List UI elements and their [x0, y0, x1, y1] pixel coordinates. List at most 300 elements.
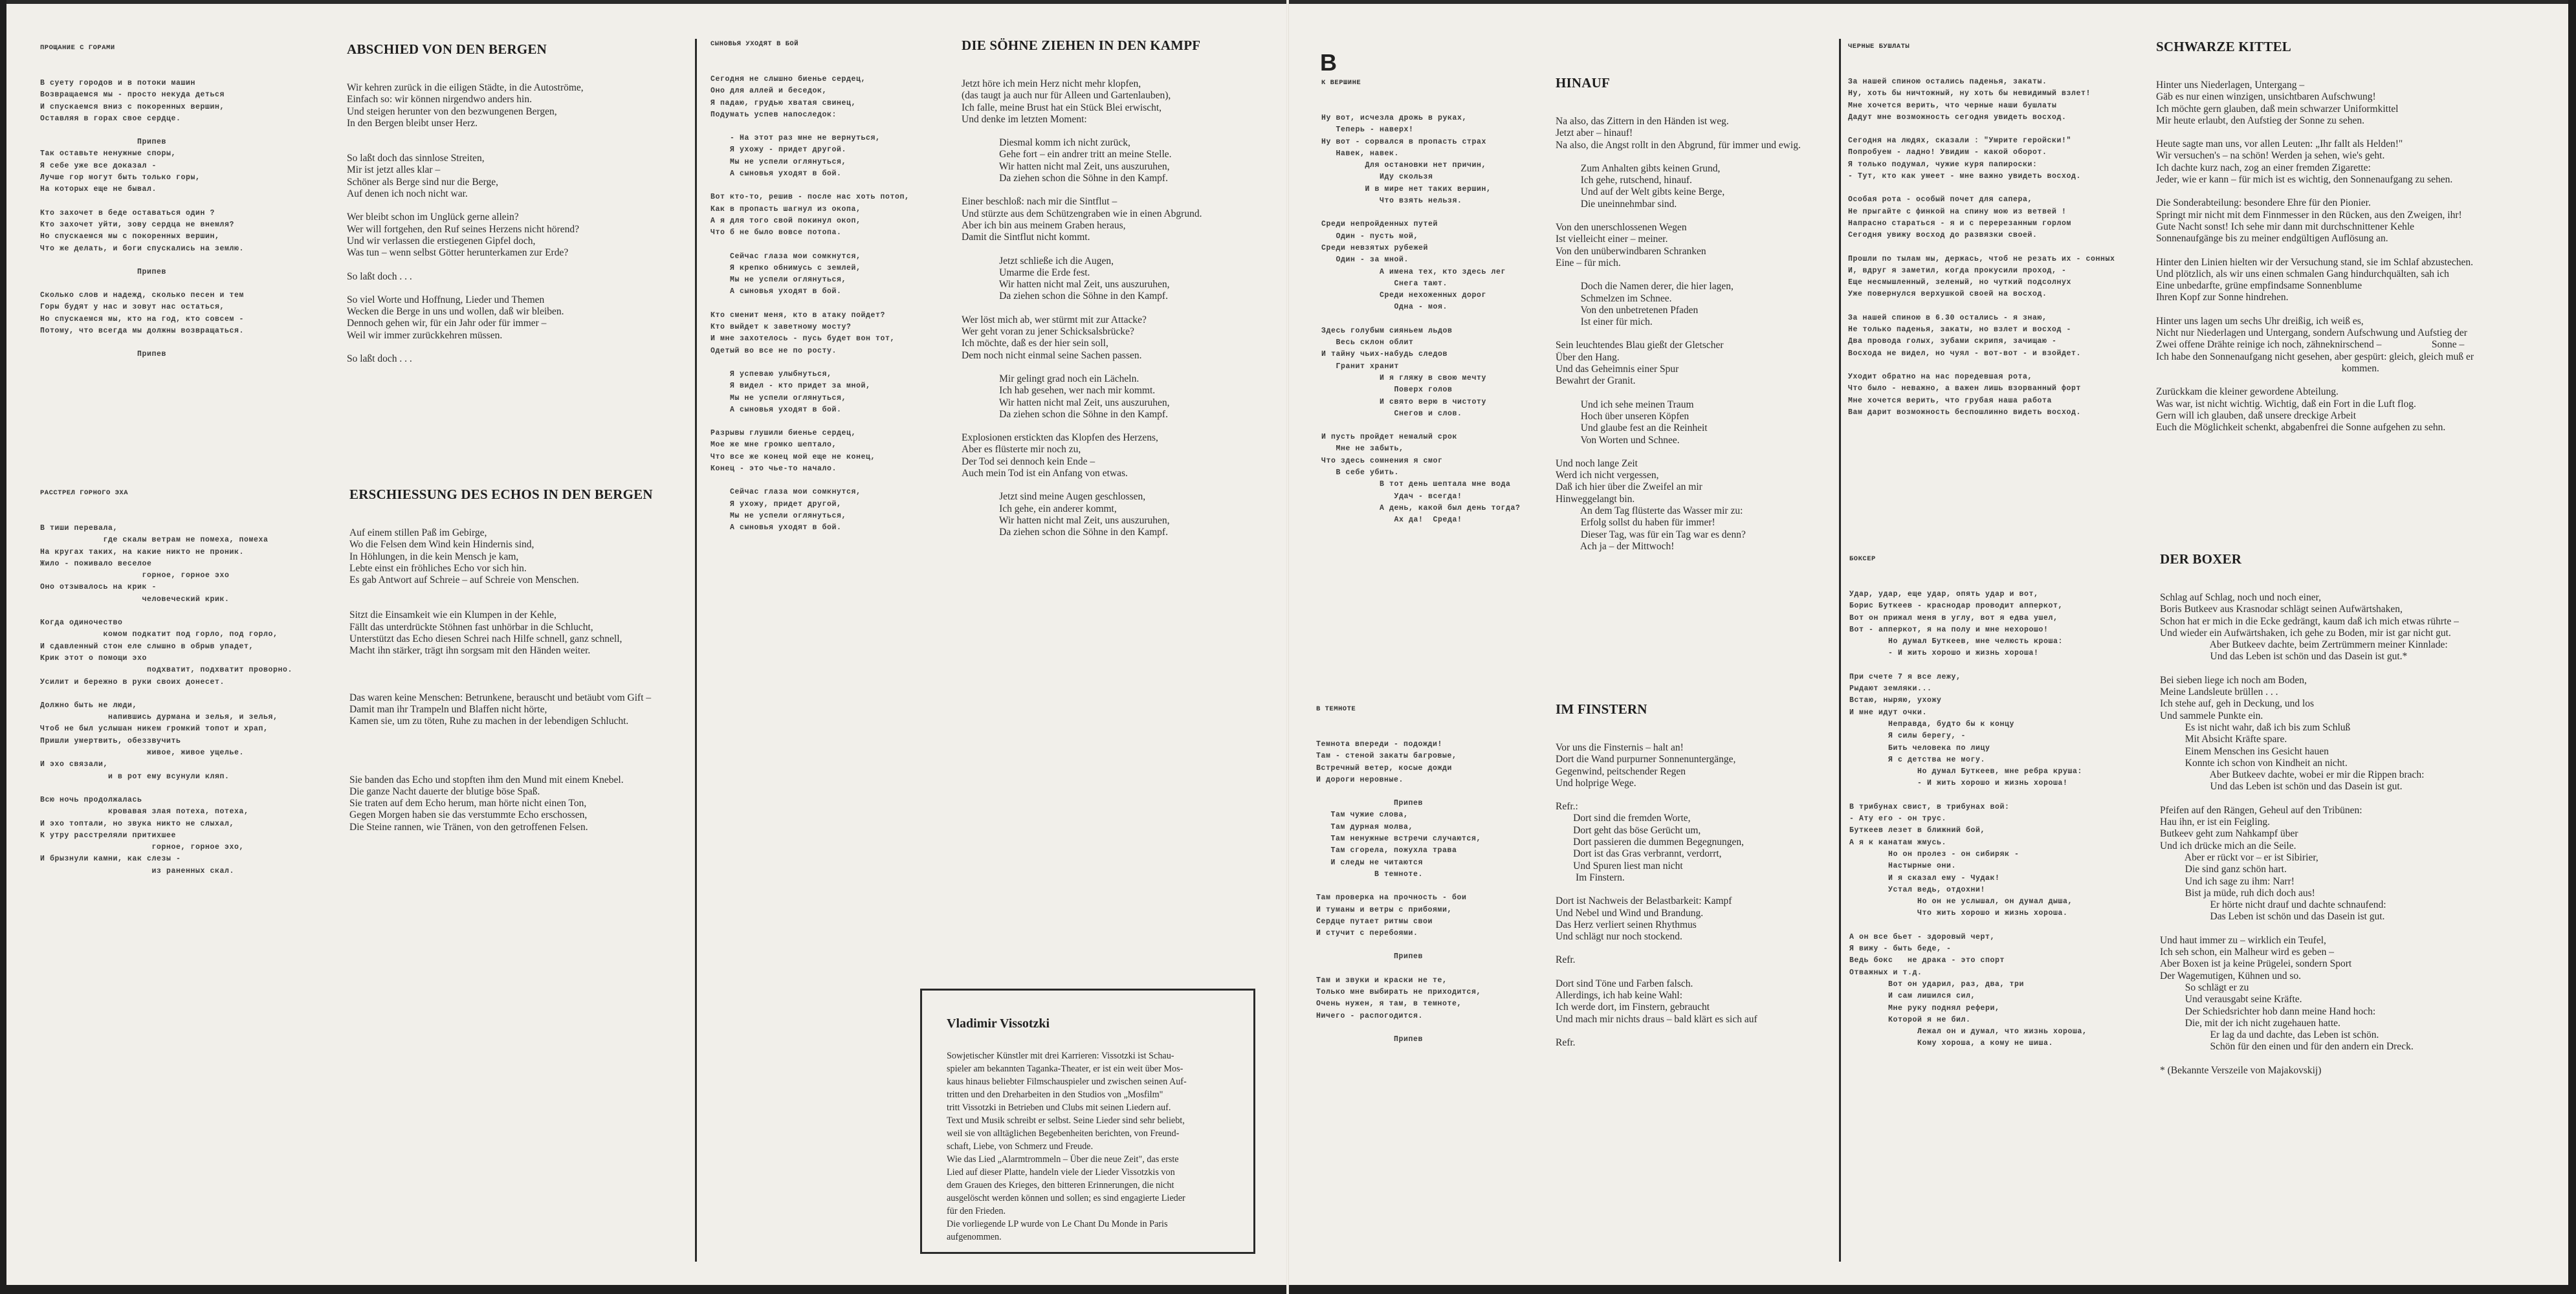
lyric-line: И, вдруг я заметил, когда прокусили проход, -	[1848, 266, 2067, 275]
biography-line: tritt Vissotzki in Betrieben und Clubs mit seinen Liedern auf.	[947, 1102, 1171, 1113]
lyric-line: Die sind ganz schön hart.	[2160, 864, 2287, 875]
lyric-line: Wir hatten nicht mal Zeit, uns auszuruhen,	[962, 514, 1170, 526]
lyric-line: - Ату его - он трус.	[1849, 815, 1947, 824]
lyric-line: Umarme die Erde fest.	[962, 267, 1090, 278]
stanza-gap	[347, 283, 584, 294]
stanza-gap	[1556, 1025, 1757, 1037]
stanza-gap	[1849, 660, 2087, 672]
lyric-line: Werd ich nicht vergessen,	[1556, 470, 1659, 481]
biography-text	[947, 1049, 1230, 1244]
lyric-line: Aber er rückt vor – er ist Sibirier,	[2160, 851, 2318, 863]
lyric-line: Очень нужен, я там, в темноте,	[1316, 1000, 1462, 1009]
song-ru-rasstrel	[40, 489, 292, 877]
lyric-line: Und stürzte aus dem Schützengraben wie in einen Abgrund.	[962, 208, 1202, 219]
lyric-line: Я с детства не могу.	[1849, 755, 1986, 764]
lyric-line: Я силы берегу, -	[1849, 732, 1966, 741]
lyric-line: напившись дурмана и зелья, и зелья,	[40, 713, 278, 722]
lyric-line: Es ist nicht wahr, daß ich bis zum Schluß	[2160, 721, 2351, 733]
lyric-line: Die uneinnehmbar sind.	[1556, 198, 1677, 210]
lyric-line: Jetzt schließe ich die Augen,	[962, 255, 1114, 267]
lyric-line: Der Tod sei dennoch kein Ende –	[962, 455, 1095, 467]
stanza-gap	[1316, 963, 1481, 975]
stanza-gap	[962, 362, 1202, 373]
page-edge-right	[2568, 0, 2576, 1294]
lyric-line: Вот кто-то, решив - после нас хоть потоп,	[710, 193, 910, 202]
lyric-line: Und ich sage zu ihm: Narr!	[2160, 875, 2295, 887]
lyric-line: И в мире нет таких вершин,	[1321, 184, 1492, 193]
lyric-line: Hinweggelangt bin.	[1556, 493, 1635, 505]
lyric-line: Vor uns die Finsternis – halt an!	[1556, 742, 1684, 753]
lyric-line: Ich hab gesehen, wer nach mir kommt.	[962, 385, 1156, 397]
lyric-line: Mir gelingt grad noch ein Lächeln.	[962, 373, 1139, 384]
lyric-line: Там ненужные встречи случаются,	[1316, 835, 1482, 844]
lyric-line: Неправда, будто бы к концу	[1849, 719, 2015, 729]
lyric-line: Теперь - наверх!	[1321, 126, 1414, 135]
lyric-line: * (Bekannte Verszeile von Majakovskij)	[2160, 1064, 2322, 1076]
lyric-line: Springt mir nicht mit dem Finnmesser in den Rücken, aus den Zweigen, ihr!	[2156, 209, 2462, 221]
lyric-line: Auch mein Tod ist ein Anfang von etwas.	[962, 468, 1128, 479]
lyric-line: Weil wir immer zurückkehren müssen.	[347, 329, 503, 341]
lyric-line: Schon hat er mich in die Ecke gedrängt, kaum daß ich mich etwas rührte –	[2160, 615, 2459, 627]
song-de-der-boxer	[2160, 551, 2459, 1077]
lyric-line: А сыновья уходят в бой.	[710, 523, 842, 532]
lyric-line: Gute Nacht sonst! Ich sehe mir dann mit durchschnittener Kehle	[2156, 221, 2415, 232]
lyric-line: Na also, die Angst rollt in den Abgrund, für immer und ewig.	[1556, 139, 1801, 151]
stanza-gap	[710, 121, 910, 133]
lyric-line: Und glaube fest an die Reinheit	[1556, 422, 1708, 434]
biography-line: ausgelöscht werden können und sollen; es sind engagierte Lieder	[947, 1193, 1185, 1203]
lyric-line: Wecken die Berge in uns und wollen, daß wir bleiben.	[347, 306, 564, 318]
lyric-line: Здесь голубым сияньем льдов	[1321, 326, 1453, 335]
biography-line: Sowjetischer Künstler mit drei Karrieren: Vissotzki ist Schau-	[947, 1051, 1174, 1061]
lyric-line: Schön für den einen und für den andern ein Dreck.	[2160, 1041, 2414, 1053]
stanza-gap	[2156, 127, 2474, 138]
lyric-line: А имена тех, кто здесь лег	[1321, 267, 1506, 276]
lyric-line: И следы не читаются	[1316, 858, 1424, 867]
lyric-line: Über den Hang.	[1556, 351, 1620, 363]
lyric-line: - И жить хорошо и жизнь хороша!	[1849, 649, 2039, 658]
stanza-gap	[1556, 269, 1801, 281]
stanza-gap	[710, 180, 910, 192]
lyric-line: Удач - всегда!	[1321, 492, 1462, 501]
stanza-gap	[1849, 790, 2087, 802]
lyric-line: Refr.	[1556, 1036, 1576, 1048]
lyric-line: Один - пусть мой,	[1321, 232, 1419, 241]
stanza-gap	[2160, 793, 2459, 805]
lyric-line: А я к канатам жмусь.	[1849, 838, 1947, 847]
lyric-line: Чтоб не был услышан никем громкий топот и храп,	[40, 725, 269, 734]
lyric-line: Refr.	[1556, 954, 1576, 966]
lyric-line: Но спускаемся мы, кто на год, кто совсем -	[40, 314, 245, 324]
lyric-line: Мне не забыть,	[1321, 444, 1404, 454]
song-title: DIE SÖHNE ZIEHEN IN DEN KAMPF	[962, 38, 1201, 53]
lyric-line: Припев	[1316, 952, 1424, 961]
lyric-line: Lebte einst ein fröhliches Echo vor sich hin.	[349, 562, 527, 574]
lyric-line: Мне хочется верить, что черные наши бушлаты	[1848, 101, 2057, 110]
lyric-line: И стучит с перебоями.	[1316, 929, 1418, 938]
stanza-gap	[962, 421, 1202, 432]
lyric-line: Удар, удар, еще удар, опять удар и вот,	[1849, 590, 2039, 598]
song-title: ПРОЩАНИЕ С ГОРАМИ	[40, 44, 115, 52]
lyric-line: Sitzt die Einsamkeit wie ein Klumpen in der Kehle,	[349, 609, 556, 621]
lyric-line: Пришли умертвить, обеззвучить	[40, 736, 181, 745]
lyric-line: Dort passieren die dummen Begegnungen,	[1556, 837, 1744, 848]
biography-line: Lied auf dieser Platte, handeln viele der Lieder Vissotzkis von	[947, 1167, 1175, 1178]
song-title: HINAUF	[1556, 75, 1611, 91]
lyric-line: Напрасно стараться - я и с перерезанным горлом	[1848, 219, 2072, 228]
lyric-line: So laßt doch das sinnlose Streiten,	[347, 153, 485, 164]
lyric-line: Темнота впереди - подожди!	[1316, 740, 1443, 749]
lyric-line: Что все же конец мой еще не конец,	[710, 452, 876, 461]
lyric-line: Mir ist jetzt alles klar –	[347, 164, 441, 176]
lyric-line: Sein leuchtendes Blau gießt der Gletscher	[1556, 340, 1724, 351]
lyric-line: Diesmal komm ich nicht zurück,	[962, 137, 1130, 149]
lyric-line: И я сказал ему - Чудак!	[1849, 873, 2000, 883]
stanza-gap	[349, 586, 653, 598]
lyric-line: Одетый во все не по росту.	[710, 346, 837, 355]
lyric-line: из раненных скал.	[40, 866, 235, 875]
stanza-gap	[349, 681, 653, 692]
lyric-line: Dort geht das böse Gerücht um,	[1556, 824, 1701, 836]
lyric-line: Sonnenaufgänge bis zu meiner endgültigen Auflösung an.	[2156, 233, 2388, 245]
lyric-line: Und steigen herunter von den bezwungenen Bergen,	[347, 105, 557, 117]
stanza-gap	[349, 669, 653, 681]
song-ru-bokser	[1849, 555, 2087, 1050]
stanza-gap	[349, 598, 653, 609]
lyric-line: Erfolg sollst du haben für immer!	[1556, 517, 1715, 529]
song-title: К ВЕРШИНЕ	[1321, 79, 1361, 87]
lyric-line: Сколько слов и надежд, сколько песен и тем	[40, 291, 245, 300]
lyric-line: Dort sind Töne und Farben falsch.	[1556, 978, 1693, 989]
lyric-line: Dort sind die fremden Worte,	[1556, 813, 1691, 824]
lyric-line: Dennoch gehen wir, für ein Jahr oder für immer –	[347, 318, 547, 329]
lyric-line: Hau ihn, er ist ein Feigling.	[2160, 817, 2271, 828]
lyric-line: Wer bleibt schon im Unglück gerne allein?	[347, 212, 519, 223]
lyric-line: Но думал Буткеев, мне челюсть кроша:	[1849, 637, 2064, 646]
lyric-line: Der Wagemutigen, Kühnen und so.	[2160, 970, 2302, 981]
lyric-line: Boris Butkeev aus Krasnodar schlägt seinen Aufwärtshaken,	[2160, 604, 2403, 615]
lyric-line: Macht ihn stärker, trägt ihn sorgsam mit den Händen weiter.	[349, 645, 591, 657]
lyric-line: Jetzt sind meine Augen geschlossen,	[962, 491, 1146, 503]
stanza-gap	[1848, 242, 2115, 254]
lyric-line: Среди нехоженных дорог	[1321, 291, 1487, 300]
stanza-gap	[710, 357, 910, 369]
lyric-line: Гранит хранит	[1321, 362, 1400, 371]
stanza-gap	[40, 255, 244, 267]
stanza-gap	[1849, 920, 2087, 932]
lyric-line: Damit die Sintflut nicht kommt.	[962, 232, 1090, 243]
lyric-line: Gern will ich glauben, daß unsere dreckige Arbeit	[2156, 410, 2357, 421]
lyric-line: Damit man ihr Trampeln und Blaffen nicht hörte,	[349, 703, 547, 715]
lyric-line: Ich seh schon, ein Malheur wird es geben –	[2160, 947, 2335, 958]
lyric-line: Я успеваю улыбнуться,	[710, 369, 832, 378]
lyric-line: Я только подумал, чужие куря папироски:	[1848, 160, 2038, 169]
lyric-line: Что же делать, и боги спускались на землю.	[40, 244, 245, 253]
lyric-line: Da ziehen schon die Söhne in den Kampf.	[962, 408, 1168, 420]
lyric-line: Hinter den Linien hielten wir der Versuchung stand, sie im Schlaf abzustechen.	[2156, 256, 2473, 268]
lyric-line: Ну вот, исчезла дрожь в руках,	[1321, 114, 1468, 122]
lyric-line: Мне руку поднял рефери,	[1849, 1003, 2000, 1013]
lyric-line: Рыдают земляки...	[1849, 685, 1932, 694]
lyric-line: Еще несмышленный, зеленый, но чуткий подсолнух	[1848, 278, 2072, 287]
stanza-gap	[962, 126, 1202, 137]
lyric-line: Ich gehe, rutschend, hinauf.	[1556, 175, 1692, 186]
lyric-line: Ну вот - сорвался в пропасть страх	[1321, 137, 1487, 146]
lyric-line: Снегов и слов.	[1321, 409, 1462, 418]
column-divider	[1839, 39, 1841, 1262]
lyric-line: Должно быть не люди,	[40, 701, 138, 710]
lyric-line: За нашей спиною в 6.30 остались - я знаю,	[1848, 313, 2047, 322]
lyric-line: И эхо топтали, но звука никто не слыхал,	[40, 819, 235, 828]
biography-line: kaus hinaus beliebter Filmschauspieler und zwischen seinen Auf-	[947, 1077, 1187, 1087]
lyric-line: Ich werde dort, im Finstern, gebraucht	[1556, 1002, 1710, 1013]
stanza-gap	[1321, 207, 1521, 219]
lyric-line: Jeder, wie er kann – für mich ist es wichtig, den Sonnenaufgang zu sehen.	[2156, 174, 2453, 186]
stanza-gap	[1556, 446, 1801, 458]
stanza-gap	[2156, 304, 2474, 316]
stanza-gap	[1848, 182, 2115, 194]
lyric-line: Ich stehe auf, geh in Deckung, und los	[2160, 698, 2315, 710]
lyric-line: Dort ist das Gras verbrannt, verdorrt,	[1556, 848, 1722, 860]
lyric-line: Оставляя в горах свое сердце.	[40, 114, 181, 123]
lyric-line: Von den unerschlossenen Wegen	[1556, 222, 1687, 234]
lyric-line: Кому хороша, а кому не шиша.	[1849, 1039, 2054, 1048]
lyric-line: Und auf der Welt gibts keine Berge,	[1556, 186, 1725, 198]
lyric-line: Крик этот о помощи эхо	[40, 653, 148, 663]
lyric-line: Und denke im letzten Moment:	[962, 113, 1087, 125]
lyric-line: Подумать успев напоследок:	[710, 110, 837, 119]
stanza-gap	[347, 259, 584, 271]
lyric-line: А я для того свой покинул окоп,	[710, 216, 861, 225]
lyric-line: Вам дарит возможность беспошлинно видеть восход.	[1848, 408, 2082, 417]
lyric-line: Auf einem stillen Paß im Gebirge,	[349, 527, 487, 538]
stanza-gap	[347, 141, 584, 153]
lyric-line: Aber Boxen ist ja keine Prügelei, sondern Sport	[2160, 958, 2352, 970]
lyric-line: Er lag da und dachte, das Leben ist schön.	[2160, 1029, 2379, 1041]
lyric-line: Ах да! Среда!	[1321, 516, 1462, 525]
lyric-line: Die Sonderabteilung: besondere Ehre für den Pionier.	[2156, 197, 2371, 209]
lyric-line: Und holprige Wege.	[1556, 777, 1636, 789]
lyric-line: где скалы ветрам не помеха, помеха	[40, 536, 269, 545]
biography-line: tritten und den Dreharbeiten in den Studios von „Mosfilm"	[947, 1090, 1163, 1100]
stanza-gap	[1556, 210, 1801, 222]
lyric-line: Und Nebel und Wind und Brandung.	[1556, 907, 1704, 919]
lyric-line: Sie traten auf dem Echo herum, man hörte nicht einen Ton,	[349, 798, 587, 809]
lyric-line: Bist ja müde, ruh dich doch aus!	[2160, 887, 2315, 899]
lyric-line: Jetzt höre ich mein Herz nicht mehr klopfen,	[962, 78, 1141, 89]
lyric-line: Сейчас глаза мои сомкнутся,	[710, 252, 861, 261]
lyric-line: Explosionen erstickten das Klopfen des Herzens,	[962, 432, 1158, 444]
lyric-line: Einer beschloß: nach mir die Sintflut –	[962, 196, 1117, 208]
lyric-line: Bewahrt der Granit.	[1556, 375, 1636, 387]
lyric-line: So viel Worte und Hoffnung, Lieder und Themen	[347, 294, 545, 305]
lyric-line: Среди непройденных путей	[1321, 220, 1438, 229]
lyric-line: Und das Geheimnis einer Spur	[1556, 364, 1679, 375]
lyric-line: Eine – für mich.	[1556, 257, 1621, 269]
lyric-line: Dort ist Nachweis der Belastbarkeit: Kampf	[1556, 895, 1732, 907]
lyric-line: И свято верю в чистоту	[1321, 397, 1487, 406]
song-ru-v-temnote	[1316, 705, 1481, 1046]
lyric-line: Прошли по тылам мы, держась, чтоб не резать их - сонных	[1848, 254, 2115, 263]
lyric-line: Und noch lange Zeit	[1556, 457, 1638, 469]
lyric-line: Сегодня не слышно биенье сердец,	[710, 75, 866, 83]
lyric-line: Мы не успели оглянуться,	[710, 393, 847, 402]
lyric-line: Es gab Antwort auf Schreie – auf Schreie von Menschen.	[349, 575, 579, 586]
song-ru-k-vershine	[1321, 79, 1521, 527]
lyric-line: И туманы и ветры с прибоями,	[1316, 905, 1453, 914]
stanza-gap	[1556, 328, 1801, 340]
lyric-line: В тот день шептала мне вода	[1321, 480, 1511, 489]
center-fold	[1286, 0, 1289, 1294]
lyric-line: Gegenwind, peitschender Regen	[1556, 765, 1686, 777]
lyric-line: Для остановки нет причин,	[1321, 161, 1487, 170]
lyric-line: Кто захочет в беде оставаться один ?	[40, 208, 215, 217]
lyric-line: Там и звуки и краски не те,	[1316, 976, 1448, 985]
lyric-line: Nicht nur Niederlagen und Untergang, sondern Aufschwung und Aufstieg der	[2156, 327, 2467, 339]
stanza-gap	[349, 751, 653, 763]
lyric-line: Кто сменит меня, кто в атаку пойдет?	[710, 311, 886, 320]
song-title: БОКСЕР	[1849, 555, 1876, 563]
lyric-line: Ich falle, meine Brust hat ein Stück Blei erwischt,	[962, 102, 1162, 113]
song-title: DER BOXER	[2160, 551, 2242, 567]
stanza-gap	[40, 783, 292, 795]
stanza-gap	[2160, 663, 2459, 675]
biography-line: spieler am bekannten Taganka-Theater, er ist ein weit über Mos-	[947, 1064, 1183, 1074]
lyric-line: Aber ich bin aus meinem Graben heraus,	[962, 219, 1126, 231]
lyric-line: Refr.:	[1556, 801, 1578, 813]
song-ru-chernye-bushlaty	[1848, 43, 2115, 419]
lyric-line: Буткеев лезет в ближний бой,	[1849, 826, 1986, 835]
lyric-line: Поверх голов	[1321, 386, 1453, 395]
lyric-line: Hinter uns Niederlagen, Untergang –	[2156, 80, 2305, 91]
lyric-line: Und wir verlassen die erstiegenen Gipfel doch,	[347, 235, 536, 247]
lyric-line: Припев	[40, 138, 167, 147]
lyric-line: Кто захочет уйти, зову сердца не внемля?	[40, 220, 235, 229]
lyric-line: живое, живое ущелье.	[40, 749, 245, 758]
lyric-line: So schlägt er zu	[2160, 981, 2249, 993]
lyric-line: Мы не успели оглянуться,	[710, 157, 847, 166]
lyric-line: Hoch über unseren Köpfen	[1556, 410, 1690, 422]
lyric-line: Но думал Буткеев, мне ребра круша:	[1849, 767, 2083, 776]
stanza-gap	[962, 303, 1202, 314]
lyric-line: А сыновья уходят в бой.	[710, 405, 842, 414]
lyric-line: Возвращаемся мы - просто некуда деться	[40, 91, 225, 100]
lyric-line: Und sammele Punkte ein.	[2160, 710, 2263, 721]
lyric-line: Которой я не бил.	[1849, 1015, 1971, 1024]
lyric-line: Когда одиночество	[40, 619, 123, 628]
lyric-line: Там сгорела, пожухла трава	[1316, 846, 1457, 855]
lyric-line: Der Schiedsrichter hob dann meine Hand hoch:	[2160, 1005, 2376, 1017]
lyric-line: Die, mit der ich nicht zugehauen hatte.	[2160, 1017, 2340, 1029]
lyric-line: В трибунах свист, в трибунах вой:	[1849, 802, 2010, 811]
lyric-line: И мне идут очки.	[1849, 708, 1928, 717]
song-title: В ТЕМНОТЕ	[1316, 705, 1356, 713]
stanza-gap	[349, 740, 653, 751]
lyric-line: Wir kehren zurück in die eiligen Städte, in die Autoströme,	[347, 82, 584, 93]
lyric-line: Und ich drücke mich an die Seile.	[2160, 840, 2296, 851]
lyric-line: Von den unbetretenen Pfaden	[1556, 304, 1699, 316]
lyric-line: Einfach so: wir können nirgendwo anders hin.	[347, 94, 532, 105]
lyric-line: Bei sieben liege ich noch am Boden,	[2160, 674, 2307, 686]
lyric-line: Meine Landsleute brüllen . . .	[2160, 686, 2278, 698]
lyric-line: Butkeev geht zum Nahkampf über	[2160, 828, 2298, 840]
lyric-line: (das taugt ja auch nur für Alleen und Gartenlauben),	[962, 90, 1171, 102]
lyric-line: Allerdings, ich hab keine Wahl:	[1556, 990, 1683, 1002]
stanza-gap	[710, 298, 910, 310]
stanza-gap	[962, 479, 1202, 491]
stanza-gap	[962, 184, 1202, 196]
lyric-line: Встречный ветер, косые дожди	[1316, 763, 1453, 773]
lyric-line: Уходит обратно на нас поредевшая рота,	[1848, 372, 2033, 381]
lyric-line: Ich möchte, daß es der hier sein soll,	[962, 338, 1108, 349]
lyric-line: Na also, das Zittern in den Händen ist weg.	[1556, 116, 1729, 127]
stanza-gap	[1316, 786, 1481, 798]
lyric-line: Там проверка на прочность - бои	[1316, 894, 1467, 903]
stanza-gap	[1848, 124, 2115, 135]
lyric-line: Лучше гор могут быть только горы,	[40, 173, 201, 182]
lyric-line: Что было - неважно, а важен лишь взорванный форт	[1848, 384, 2082, 393]
stanza-gap	[1316, 881, 1481, 892]
stanza-gap	[347, 342, 584, 353]
lyric-line: Что жить хорошо и жизнь хороша.	[1849, 909, 2068, 918]
biography-line: schaft, Liebe, von Schmerz und Freude.	[947, 1141, 1094, 1152]
song-title: СЫНОВЬЯ УХОДЯТ В БОЙ	[710, 40, 799, 48]
lyric-line: Wer geht voran zu jener Schicksalsbrücke?	[962, 326, 1134, 338]
lyric-line: Уже повернулся верхушкой своей на восход.	[1848, 290, 2047, 299]
lyric-line: Навек, навек.	[1321, 149, 1400, 158]
stanza-gap	[40, 688, 292, 700]
stanza-gap	[710, 239, 910, 251]
lyric-line: комом подкатит под горло, под горло,	[40, 630, 278, 639]
lyric-line: Бить человека по лицу	[1849, 743, 1990, 752]
lyric-line: Dort die Wand purpurner Sonnenuntergänge,	[1556, 754, 1736, 765]
lyric-line: В себе убить.	[1321, 468, 1400, 477]
lyric-line: Что б не было вовсе потопа.	[710, 228, 842, 237]
lyric-line: Unterstützt das Echo diesen Schrei nach Hilfe schnell, ganz schnell,	[349, 633, 622, 645]
lyric-line: Und mach mir nichts draus – bald klärt es sich auf	[1556, 1013, 1757, 1025]
lyric-line: Разрывы глушили биенье сердец,	[710, 429, 857, 438]
lyric-line: Ich gehe, ein anderer kommt,	[962, 503, 1117, 514]
lyric-line: Wir hatten nicht mal Zeit, uns auszuruhen,	[962, 160, 1170, 172]
lyric-line: kommen.	[2156, 362, 2379, 374]
biography-line: aufgenommen.	[947, 1232, 1002, 1242]
lyric-line: - На этот раз мне не вернуться,	[710, 134, 881, 143]
lyric-line: Und schlägt nur noch stockend.	[1556, 931, 1682, 943]
stanza-gap	[40, 125, 244, 137]
biography-line: dem Grauen des Krieges, den bitteren Erinnerungen, die nicht	[947, 1180, 1174, 1190]
lyric-line: Ihren Kopf zur Sonne hindrehen.	[2156, 292, 2289, 303]
lyric-line: И брызнули камни, как слезы -	[40, 855, 181, 864]
lyric-line: К утру расстреляли притихшее	[40, 831, 177, 840]
lyric-line: Не прыгайте с финкой на спину мою из ветвей !	[1848, 207, 2067, 216]
lyric-line: Что взять нельзя.	[1321, 197, 1462, 206]
lyric-line: Aber Butkeev dachte, beim Zertrümmern meiner Kinnlade:	[2160, 639, 2448, 651]
lyric-line: Die Steine rannen, wie Tränen, von den getroffenen Felsen.	[349, 821, 588, 833]
lyric-line: Оно отзывалось на крик -	[40, 583, 157, 592]
lyric-line: Ich dachte kurz nach, zog an einer fremden Zigarette:	[2156, 162, 2371, 173]
lyric-line: Was war, ist nicht wichtig. Wichtig, daß ein Fort in die Luft flog.	[2156, 398, 2416, 410]
stanza-gap	[347, 129, 584, 141]
stanza-gap	[710, 475, 910, 487]
lyric-line: подхватит, подхватит проворно.	[40, 666, 293, 675]
lyric-line: Иду скользя	[1321, 173, 1433, 182]
lyric-line: Ничего - распогодится.	[1316, 1011, 1424, 1020]
stanza-gap	[710, 416, 910, 428]
lyric-line: Ist vielleicht einer – meiner.	[1556, 234, 1668, 245]
lyric-line: Schlag auf Schlag, noch und noch einer,	[2160, 592, 2322, 603]
stanza-gap	[1848, 301, 2115, 313]
lyric-line: Я ухожу, придет другой,	[710, 499, 842, 509]
